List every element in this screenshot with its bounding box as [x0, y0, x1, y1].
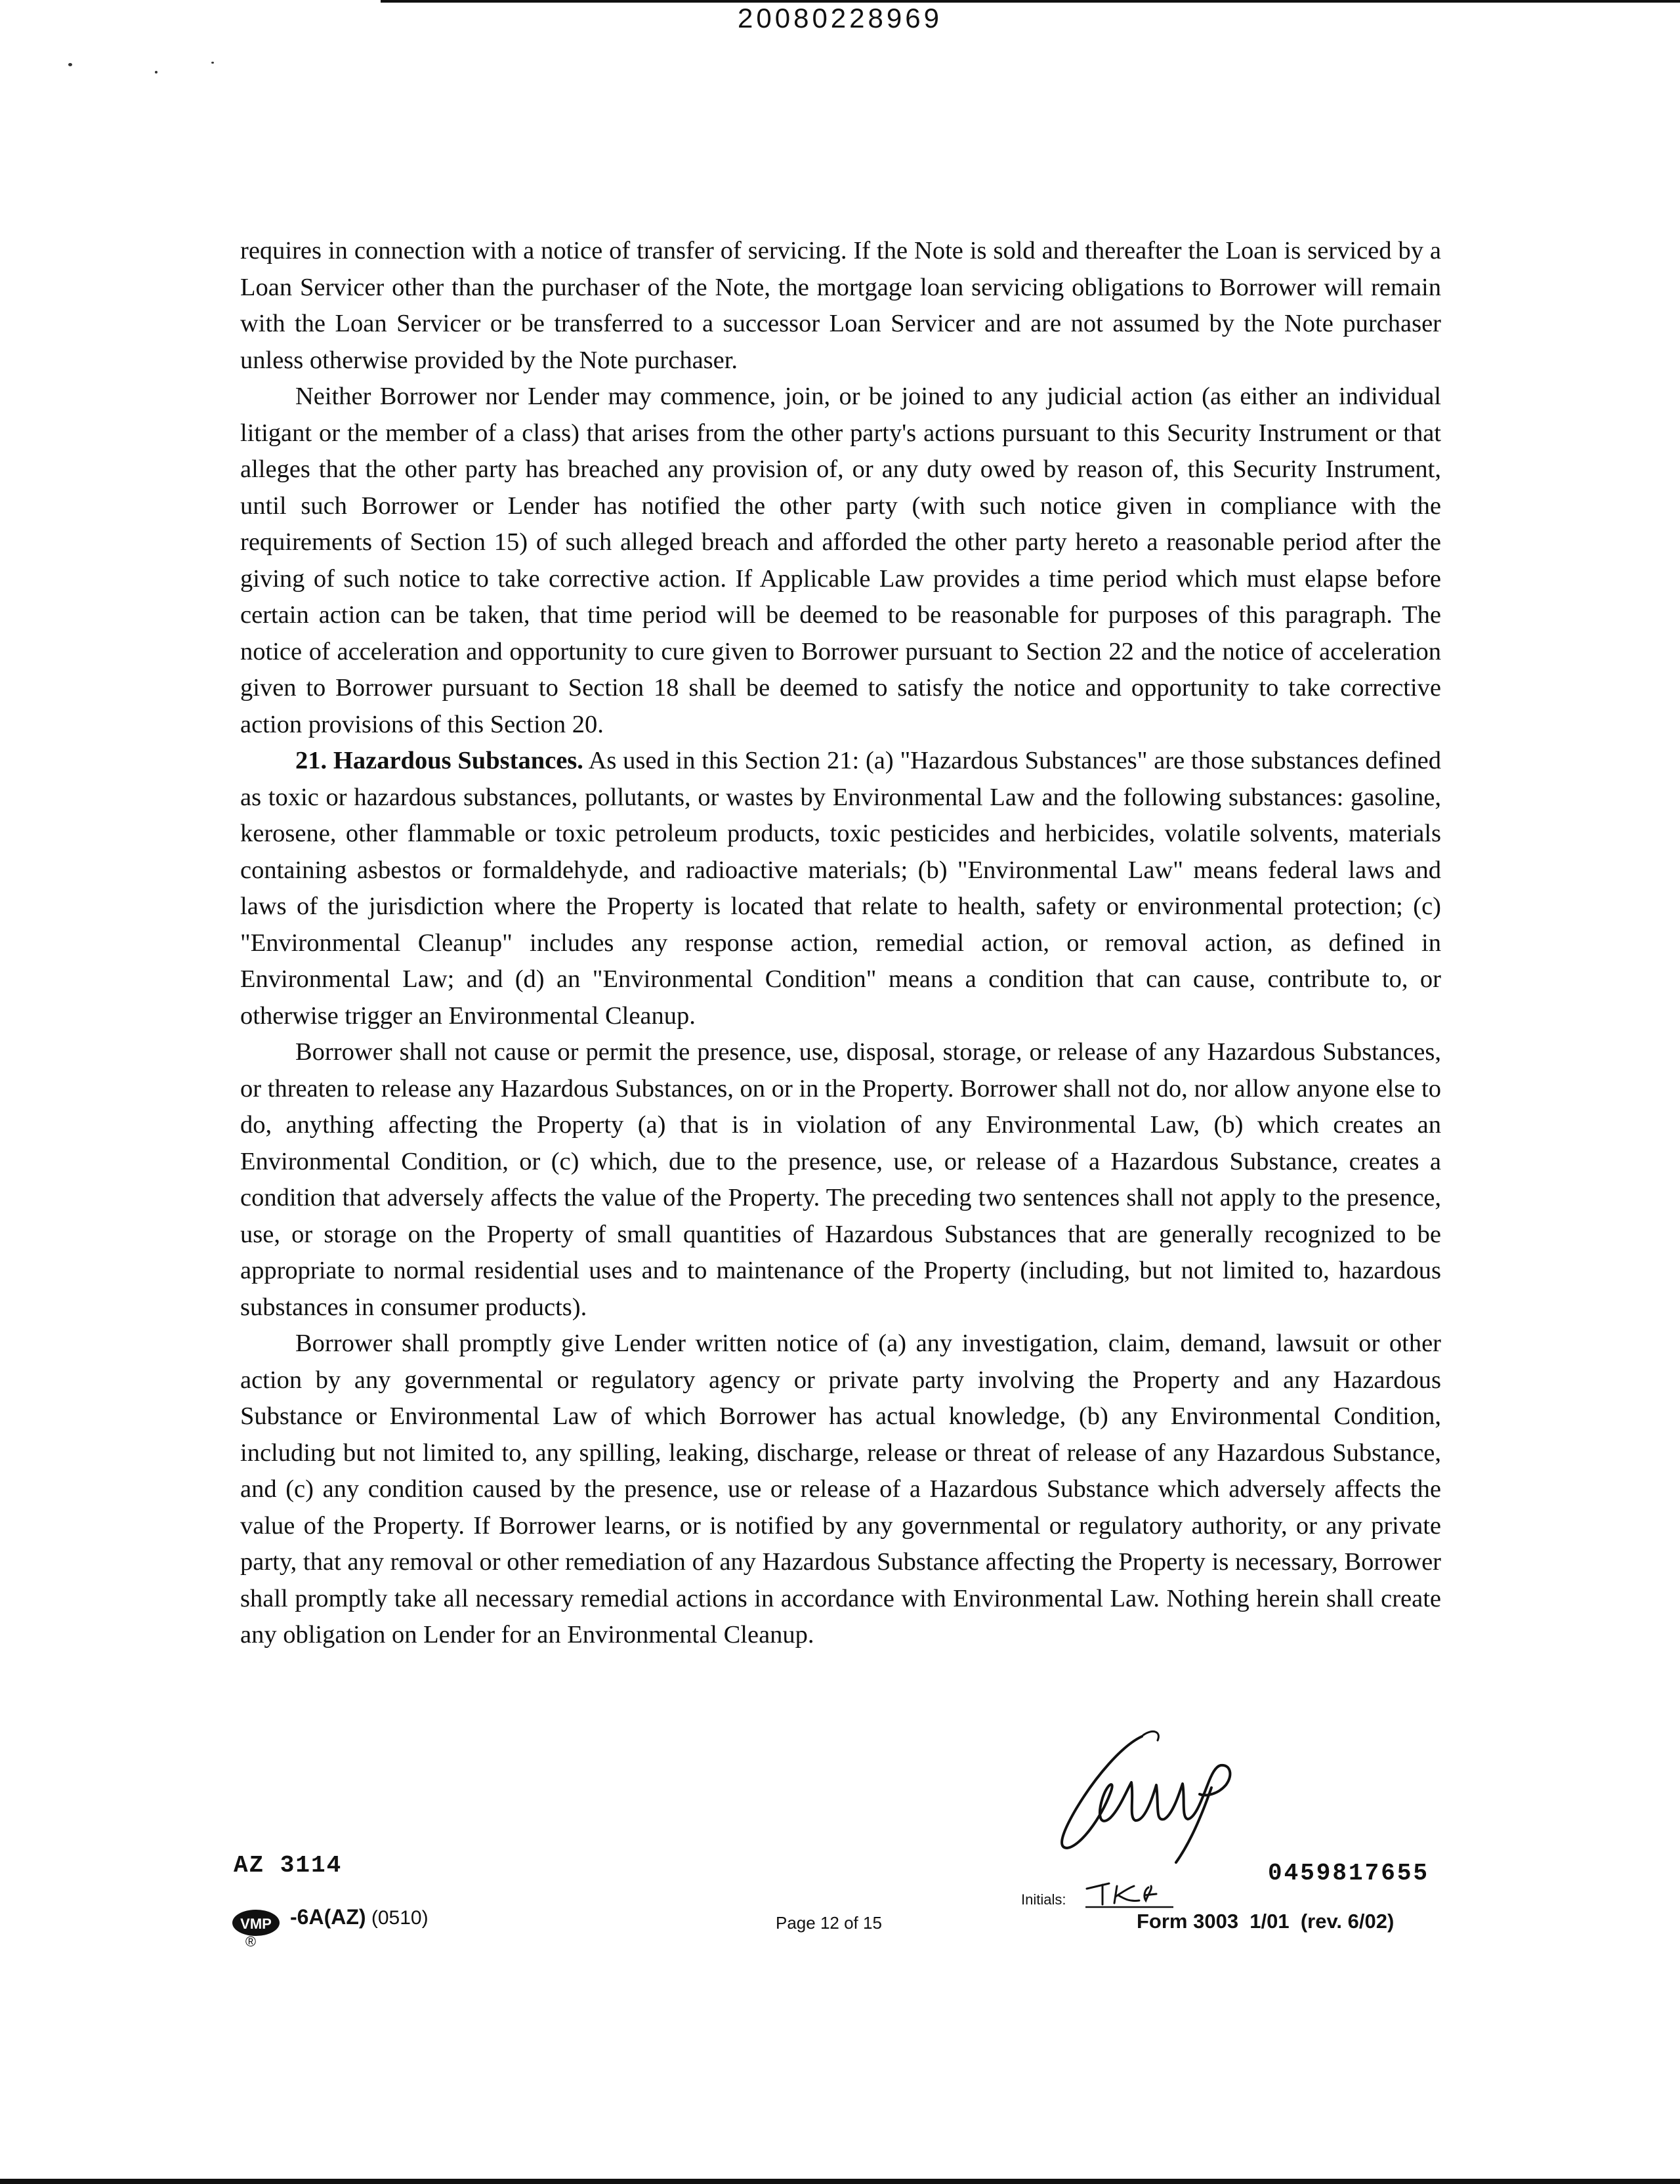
- initials-label: Initials:: [1021, 1891, 1066, 1908]
- scan-speck: [68, 63, 72, 66]
- paragraph-servicing-transfer: requires in connection with a notice of transfer of servicing. If the Note is sold and thereafter the Loan is serviced by a Loan Servicer other than the purchaser of the Note, the mortgage loan servicing obligations to Borrower will remain with the Loan Servicer or be transferred to a successor Loan Servicer and are not assumed by the Note purchaser unless otherwise provided by the Note purchaser.: [240, 237, 1441, 374]
- scan-speck: [211, 62, 214, 64]
- page-number: Page 12 of 15: [776, 1913, 882, 1933]
- document-body: [240, 233, 1441, 1654]
- borrower-signature: [1024, 1719, 1247, 1870]
- paragraph-borrower-notice-duty: Borrower shall promptly give Lender written notice of (a) any investigation, claim, demand, lawsuit or other action by any governmental or regulatory agency or private party involving the Property and any Hazardous Substance or Environmental Law of which Borrower has actual knowledge, (b) any Environmental Condition, including but not limited to, any spilling, leaking, discharge, release or threat of release of any Hazardous Substance, and (c) any condition caused by the presence, use or release of a Hazardous Substance which adversely affects the value of the Property. If Borrower learns, or is notified by any governmental or regulatory authority, or any private party, that any removal or other remediation of any Hazardous Substance affecting the Property is necessary, Borrower shall promptly take all necessary remedial actions in accordance with Environmental Law. Nothing herein shall create any obligation on Lender for an Environmental Cleanup.: [240, 1330, 1441, 1648]
- paragraph-borrower-restrictions: Borrower shall not cause or permit the presence, use, disposal, storage, or release of any Hazardous Substances, or threaten to release any Hazardous Substances, on or in the Property. Borrower shall not do, nor allow anyone else to do, anything affecting the Property (a) that is in violation of any Environmental Law, (b) which creates an Environmental Condition, or (c) which, due to the presence, use, or release of a Hazardous Substance, creates a condition that adversely affects the value of the Property. The preceding two sentences shall not apply to the presence, use, or storage on the Property of small quantities of Hazardous Substances that are generally recognized to be appropriate to normal residential uses and to maintenance of the Property (including, but not limited to, hazardous substances in consumer products).: [240, 1038, 1441, 1321]
- form-identifier-version: (0510): [371, 1907, 429, 1929]
- initials-handwritten: [1083, 1874, 1175, 1915]
- paragraph-hazardous-substances: [240, 743, 1441, 1034]
- form-revision: Form 3003 1/01 (rev. 6/02): [1137, 1910, 1395, 1933]
- scan-speck: [155, 71, 158, 74]
- bottom-scan-edge: [0, 2179, 1680, 2184]
- vmp-logo: [231, 1906, 291, 1948]
- recording-number: 20080228969: [738, 3, 942, 33]
- loan-number: 0459817655: [1268, 1860, 1430, 1887]
- section-21-heading: 21. Hazardous Substances.: [295, 747, 583, 774]
- paragraph-notice-of-grievance: Neither Borrower nor Lender may commence, join, or be joined to any judicial action (as either an individual litigant or the member of a class) that arises from the other party's actions pursuant to this Security Instrument or that alleges that the other party has breached any provision of, or any duty owed by reason of, this Security Instrument, until such Borrower or Lender has notified the other party (with such notice given in compliance with the requirements of Section 15) of such alleged breach and afforded the other party hereto a reasonable period after the giving of such notice to take corrective action. If Applicable Law provides a time period which must elapse before certain action can be taken, that time period will be deemed to be reasonable for purposes of this paragraph. The notice of acceleration and opportunity to cure given to Borrower pursuant to Section 22 and the notice of acceleration given to Borrower pursuant to Section 18 shall be deemed to satisfy the notice and opportunity to take corrective action provisions of this Section 20.: [240, 383, 1441, 738]
- form-identifier-code: -6A(AZ): [290, 1905, 366, 1929]
- form-code: AZ 3114: [234, 1852, 343, 1879]
- registered-mark: ®: [245, 1933, 257, 1948]
- form-identifier: [290, 1905, 429, 1929]
- section-21-text: As used in this Section 21: (a) "Hazardous Substances" are those substances defined as toxic or hazardous substances, pollutants, or wastes by Environmental Law and the following substances: gasoline, kerosene, other flammable or toxic petroleum products, toxic pesticides and herbicides, volatile solvents, materials containing asbestos or formaldehyde, and radioactive materials; (b) "Environmental Law" means federal laws and laws of the jurisdiction where the Property is located that relate to health, safety or environmental protection; (c) "Environmental Cleanup" includes any response action, remedial action, or removal action, as defined in Environmental Law; and (d) an "Environmental Condition" means a condition that can cause, contribute to, or otherwise trigger an Environmental Cleanup.: [240, 747, 1441, 1030]
- vmp-logo-text: VMP: [240, 1916, 272, 1932]
